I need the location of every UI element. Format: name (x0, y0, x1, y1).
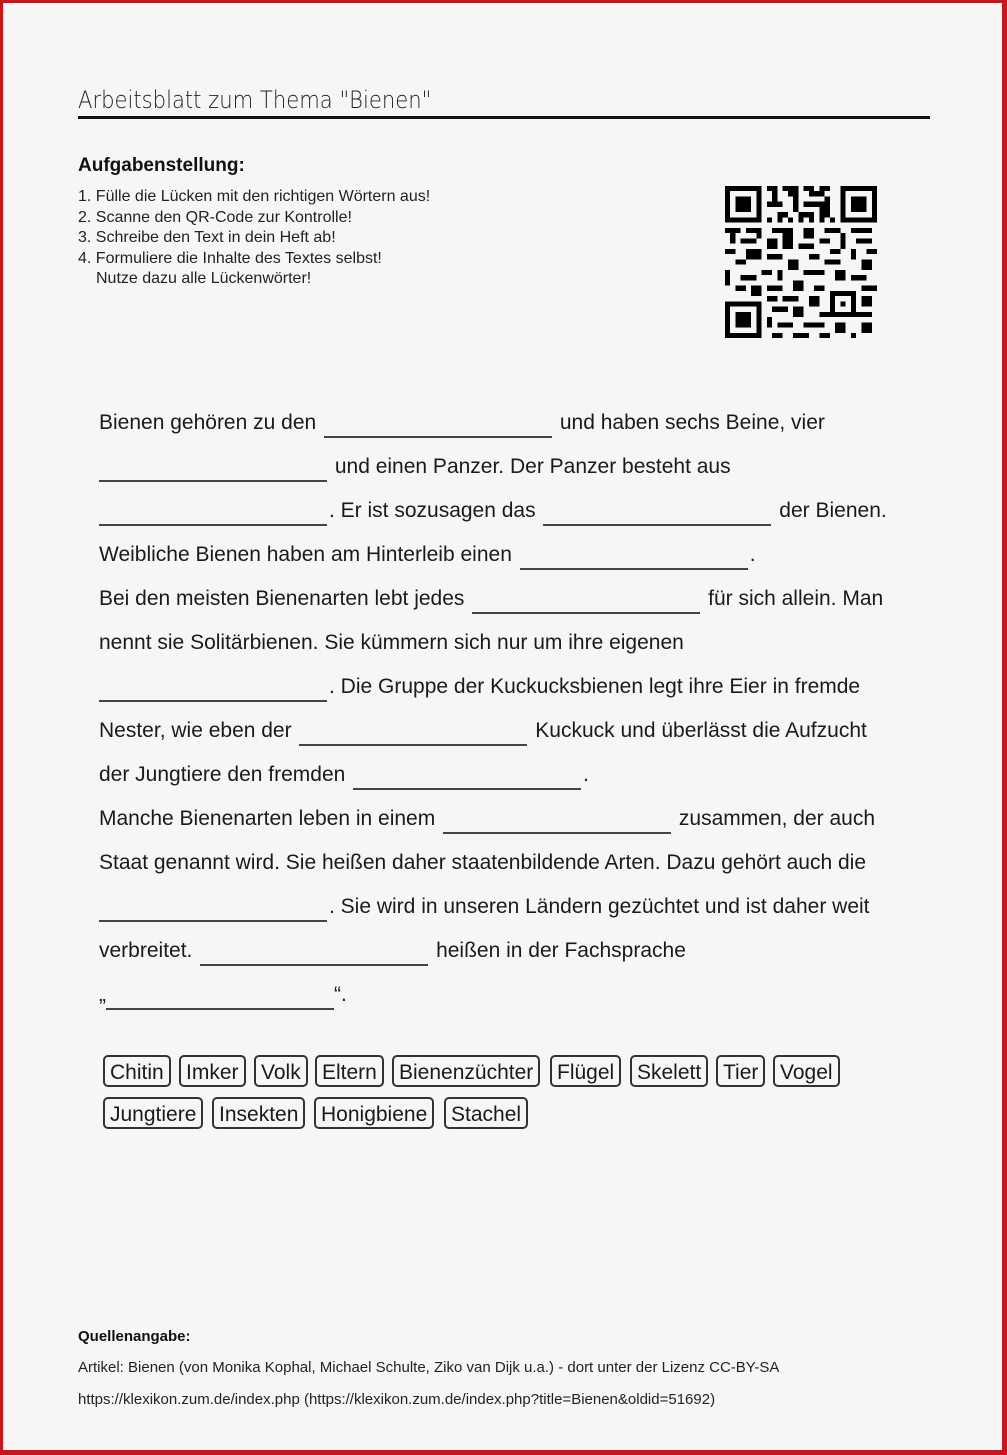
blank-field[interactable] (200, 963, 428, 966)
cloze-line: Manche Bienenarten leben in einem zusammen, der auch (99, 807, 875, 837)
cloze-line: . Sie wird in unseren Ländern gezüchtet und ist daher weit (99, 895, 870, 925)
source-link[interactable]: https://klexikon.zum.de/index.php (https://klexikon.zum.de/index.php?title=Bienen&oldid=51692) (78, 1391, 716, 1408)
cloze-line: Staat genannt wird. Sie heißen daher staatenbildende Arten. Dazu gehört auch die (99, 851, 867, 874)
page-title: Arbeitsblatt zum Thema "Bienen" (78, 86, 432, 114)
title-divider (78, 116, 930, 119)
blank-field[interactable] (99, 479, 327, 482)
word-chip[interactable]: Jungtiere (103, 1097, 203, 1129)
cloze-line: verbreitet. heißen in der Fachsprache (99, 939, 686, 969)
blank-field[interactable] (353, 787, 581, 790)
blank-field[interactable] (299, 743, 527, 746)
word-chip[interactable]: Tier (716, 1055, 765, 1087)
word-chip[interactable]: Stachel (444, 1097, 528, 1129)
worksheet-page (3, 3, 1002, 1450)
word-chip[interactable]: Chitin (103, 1055, 171, 1087)
task-heading: Aufgabenstellung: (78, 155, 245, 176)
blank-field[interactable] (443, 831, 671, 834)
blank-field[interactable] (106, 1007, 334, 1010)
qr-code-icon[interactable] (725, 186, 877, 338)
sources-heading: Quellenangabe: (78, 1328, 191, 1345)
source-article: Artikel: Bienen (von Monika Kophal, Michael Schulte, Ziko van Dijk u.a.) - dort unter der Lizenz CC-BY-SA (78, 1359, 780, 1376)
blank-field[interactable] (99, 523, 327, 526)
cloze-line: Weibliche Bienen haben am Hinterleib einen . (99, 543, 756, 573)
task-item: 1. Fülle die Lücken mit den richtigen Wörtern aus! (78, 188, 431, 205)
task-item: Nutze dazu alle Lückenwörter! (96, 270, 312, 287)
task-item: 3. Schreibe den Text in dein Heft ab! (78, 229, 336, 246)
word-chip[interactable]: Bienenzüchter (392, 1055, 540, 1087)
cloze-line: Nester, wie eben der Kuckuck und überlässt die Aufzucht (99, 719, 867, 749)
cloze-line: . Er ist sozusagen das der Bienen. (99, 499, 887, 529)
word-chip[interactable]: Eltern (315, 1055, 384, 1087)
cloze-line: und einen Panzer. Der Panzer besteht aus (99, 455, 731, 485)
word-chip[interactable]: Skelett (630, 1055, 708, 1087)
blank-field[interactable] (99, 699, 327, 702)
word-chip[interactable]: Flügel (550, 1055, 621, 1087)
blank-field[interactable] (520, 567, 748, 570)
task-item: 4. Formuliere die Inhalte des Textes selbst! (78, 249, 382, 267)
cloze-line: nennt sie Solitärbienen. Sie kümmern sich nur um ihre eigenen (99, 631, 684, 654)
cloze-line: Bienen gehören zu den und haben sechs Beine, vier (99, 411, 825, 441)
blank-field[interactable] (99, 919, 327, 922)
task-item: 2. Scanne den QR-Code zur Kontrolle! (78, 208, 352, 226)
cloze-line: Bei den meisten Bienenarten lebt jedes für sich allein. Man (99, 587, 883, 617)
blank-field[interactable] (472, 611, 700, 614)
task-list (78, 187, 430, 290)
word-chip[interactable]: Volk (254, 1055, 308, 1087)
blank-field[interactable] (543, 523, 771, 526)
word-chip[interactable]: Honigbiene (314, 1097, 434, 1129)
word-chip[interactable]: Vogel (773, 1055, 840, 1087)
cloze-line: . Die Gruppe der Kuckucksbienen legt ihre Eier in fremde (99, 675, 860, 705)
cloze-line: „ “. (99, 983, 347, 1013)
word-chip[interactable]: Imker (179, 1055, 246, 1087)
cloze-line: der Jungtiere den fremden . (99, 763, 589, 793)
word-chip[interactable]: Insekten (212, 1097, 305, 1129)
blank-field[interactable] (324, 435, 552, 438)
